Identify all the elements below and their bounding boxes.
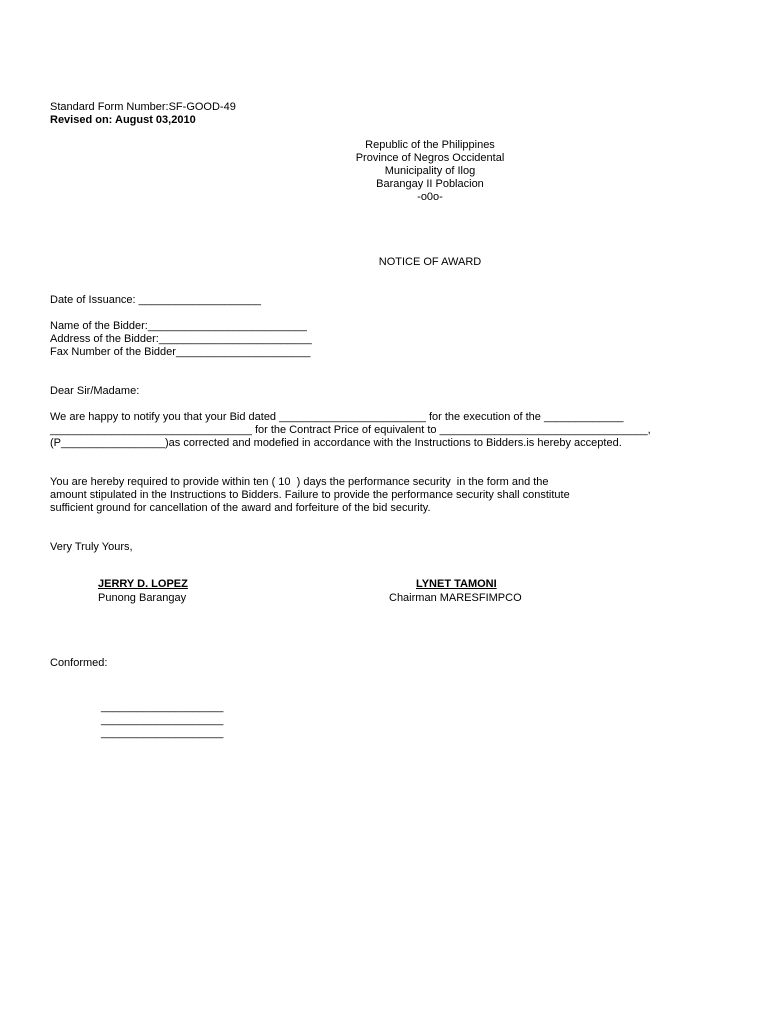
paragraph2-line2: amount stipulated in the Instructions to Bidders. Failure to provide the performance security shall constitute [50,489,570,501]
letterhead-province: Province of Negros Occidental [355,152,505,164]
letterhead-ornament: -o0o- [417,191,443,203]
form-number: Standard Form Number:SF-GOOD-49 [50,101,236,113]
salutation: Dear Sir/Madame: [50,385,140,397]
paragraph1-line2: _________________________________ for the Contract Price of equivalent to __________________________________, [50,424,651,436]
conformed-signature-line: ____________________ [101,701,224,713]
paragraph1-line3: (P_________________)as corrected and modefied in accordance with the Instructions to Bidders.is hereby accepted. [50,437,622,449]
signatory-title-left: Punong Barangay [98,592,187,604]
paragraph1-line1: We are happy to notify you that your Bid dated ________________________ for the execution of the _____________ [50,411,624,423]
paragraph2-line1: You are hereby required to provide within ten ( 10 ) days the performance security in the form and the [50,476,549,488]
closing: Very Truly Yours, [50,541,133,553]
document-title: NOTICE OF AWARD [378,256,482,268]
bidder-address-field: Address of the Bidder:_________________________ [50,333,312,345]
signatory-title-right: Chairman MARESFIMPCO [389,592,522,604]
letterhead-barangay: Barangay II Poblacion [376,178,484,190]
revised-date: Revised on: August 03,2010 [50,114,196,126]
signatory-name-left: JERRY D. LOPEZ [98,578,188,590]
date-of-issuance-field: Date of Issuance: ____________________ [50,294,262,306]
letterhead-republic: Republic of the Philippines [365,139,495,151]
paragraph2-line3: sufficient ground for cancellation of the award and forfeiture of the bid security. [50,502,431,514]
conformed-label: Conformed: [50,657,108,669]
conformed-name-line: ____________________ [101,714,224,726]
bidder-fax-field: Fax Number of the Bidder______________________ [50,346,311,358]
signatory-name-right: LYNET TAMONI [416,578,497,590]
bidder-name-field: Name of the Bidder:__________________________ [50,320,307,332]
conformed-date-line: ____________________ [101,727,224,739]
letterhead-municipality: Municipality of Ilog [384,165,476,177]
